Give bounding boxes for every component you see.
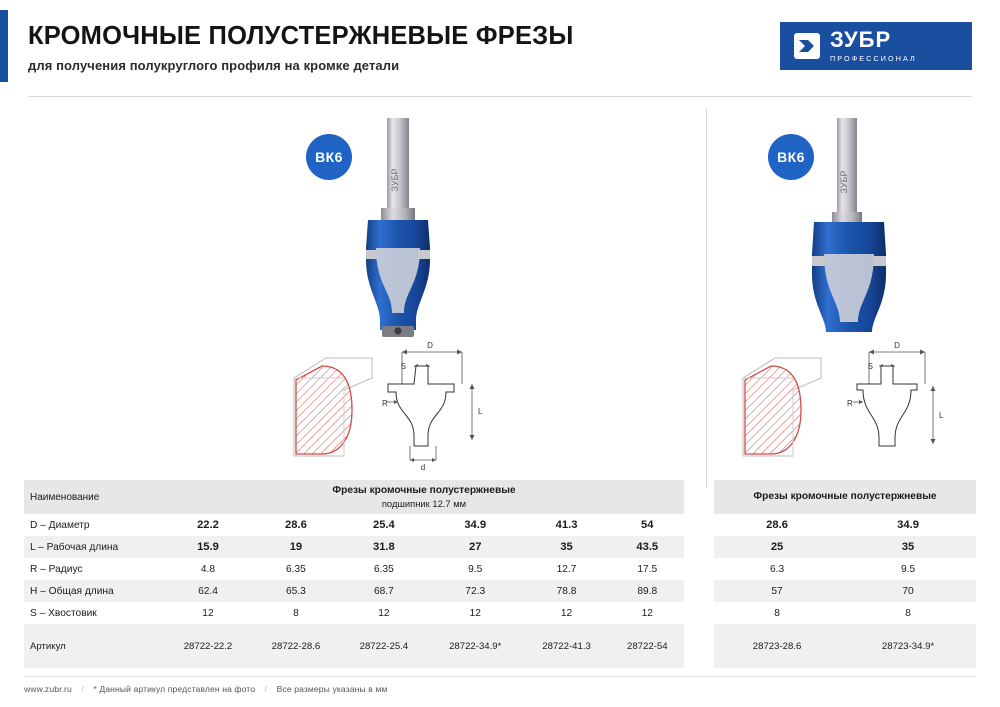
badge-vk6-left: ВК6 [306, 134, 352, 180]
logo-text [830, 29, 917, 63]
cell-value: 62.4 [164, 580, 252, 602]
row-label-diameter: D – Диаметр [24, 514, 164, 536]
accent-bar [0, 10, 8, 82]
footer-divider [24, 676, 976, 677]
article-cell: 28722-25.4 [340, 624, 428, 668]
cell-value: 8 [714, 602, 840, 624]
cell-value: 57 [714, 580, 840, 602]
svg-text:S: S [867, 362, 873, 371]
row-label-shank: S – Хвостовик [24, 602, 164, 624]
cell-value: 12.7 [523, 558, 611, 580]
header-divider [28, 96, 972, 97]
cell-value: 12 [340, 602, 428, 624]
page-header [0, 0, 1000, 92]
cell-value: 6.3 [714, 558, 840, 580]
svg-text:D: D [894, 341, 900, 350]
side-row-total-length [714, 580, 976, 602]
group-subtitle: подшипник 12.7 мм [381, 497, 467, 509]
side-row-article [714, 624, 976, 668]
page-subtitle: для получения полукруглого профиля на кромке детали [28, 58, 400, 74]
article-cell: 28723-34.9* [840, 624, 976, 668]
side-row-shank [714, 602, 976, 624]
router-bit-image-right [780, 108, 940, 343]
side-group-title: Фрезы кромочные полустержневые [714, 480, 976, 514]
cell-value: 19 [252, 536, 340, 558]
svg-text:ЗУБР: ЗУБР [390, 168, 400, 192]
footer-separator-2: / [264, 684, 268, 694]
cell-value: 25.4 [340, 514, 428, 536]
cell-value: 8 [840, 602, 976, 624]
footer-site[interactable]: www.zubr.ru [24, 684, 72, 694]
cell-value: 25 [714, 536, 840, 558]
cell-value: 12 [164, 602, 252, 624]
side-row-working-length [714, 536, 976, 558]
logo-subtitle: ПРОФЕССИОНАЛ [830, 54, 917, 63]
table-row-article [24, 624, 684, 668]
cell-value: 27 [428, 536, 523, 558]
side-table-header-row [714, 480, 976, 514]
article-cell: 28722-28.6 [252, 624, 340, 668]
cell-value: 6.35 [340, 558, 428, 580]
dimension-drawing-left [380, 340, 490, 480]
name-label: Наименование [24, 480, 164, 514]
article-cell: 28722-22.2 [164, 624, 252, 668]
cell-value: 65.3 [252, 580, 340, 602]
table-row-working-length [24, 536, 684, 558]
svg-text:S: S [400, 362, 406, 371]
cell-value: 8 [252, 602, 340, 624]
table-row-diameter [24, 514, 684, 536]
row-label-radius: R – Радиус [24, 558, 164, 580]
main-spec-table [24, 480, 684, 668]
cell-value: 12 [611, 602, 684, 624]
badge-vk6-right: ВК6 [768, 134, 814, 180]
cell-value: 15.9 [164, 536, 252, 558]
svg-text:R: R [847, 399, 853, 408]
footer-separator-1: / [81, 684, 84, 694]
svg-text:R: R [382, 399, 388, 408]
svg-text:L: L [939, 411, 944, 420]
router-bit-image-left [330, 108, 490, 343]
product-images [0, 100, 1000, 340]
logo-name: ЗУБР [830, 27, 892, 52]
cell-value: 34.9 [428, 514, 523, 536]
table-row-radius [24, 558, 684, 580]
table-row-total-length [24, 580, 684, 602]
cell-value: 72.3 [428, 580, 523, 602]
brand-logo [780, 22, 972, 70]
dimension-drawing-right [845, 340, 955, 480]
cell-value: 4.8 [164, 558, 252, 580]
group-title-cell [164, 480, 684, 514]
cell-value: 35 [840, 536, 976, 558]
cell-value: 17.5 [611, 558, 684, 580]
page-footer [24, 684, 387, 694]
table-row-shank [24, 602, 684, 624]
technical-drawings [0, 338, 1000, 478]
group-title: Фрезы кромочные полустержневые [332, 485, 516, 497]
title-block [28, 22, 574, 73]
svg-text:d: d [420, 463, 426, 472]
cell-value: 70 [840, 580, 976, 602]
cell-value: 9.5 [840, 558, 976, 580]
cell-value: 28.6 [714, 514, 840, 536]
cell-value: 41.3 [523, 514, 611, 536]
cell-value: 78.8 [523, 580, 611, 602]
cell-value: 28.6 [252, 514, 340, 536]
row-label-article: Артикул [24, 624, 164, 668]
table-header-row [24, 480, 684, 514]
row-label-total-length: H – Общая длина [24, 580, 164, 602]
cell-value: 34.9 [840, 514, 976, 536]
side-row-radius [714, 558, 976, 580]
cell-value: 89.8 [611, 580, 684, 602]
cell-value: 9.5 [428, 558, 523, 580]
cell-value: 54 [611, 514, 684, 536]
cell-value: 43.5 [611, 536, 684, 558]
cell-value: 12 [523, 602, 611, 624]
row-label-working-length: L – Рабочая длина [24, 536, 164, 558]
svg-text:ЗУБР: ЗУБР [839, 170, 849, 194]
article-cell: 28722-41.3 [523, 624, 611, 668]
svg-text:D: D [427, 341, 433, 350]
cell-value: 22.2 [164, 514, 252, 536]
cell-value: 35 [523, 536, 611, 558]
cell-value: 12 [428, 602, 523, 624]
footer-note-1: * Данный артикул представлен на фото [93, 684, 256, 694]
cell-value: 31.8 [340, 536, 428, 558]
arrow-icon [794, 33, 820, 59]
page-title: КРОМОЧНЫЕ ПОЛУСТЕРЖНЕВЫЕ ФРЕЗЫ [28, 22, 574, 50]
svg-text:L: L [478, 407, 483, 416]
workpiece-profile-right [735, 344, 835, 479]
workpiece-profile-left [286, 344, 386, 479]
cell-value: 6.35 [252, 558, 340, 580]
footer-note-2: Все размеры указаны в мм [276, 684, 388, 694]
side-row-diameter [714, 514, 976, 536]
side-spec-table [714, 480, 976, 668]
article-cell: 28722-54 [611, 624, 684, 668]
cell-value: 68.7 [340, 580, 428, 602]
article-cell: 28723-28.6 [714, 624, 840, 668]
article-cell: 28722-34.9* [428, 624, 523, 668]
